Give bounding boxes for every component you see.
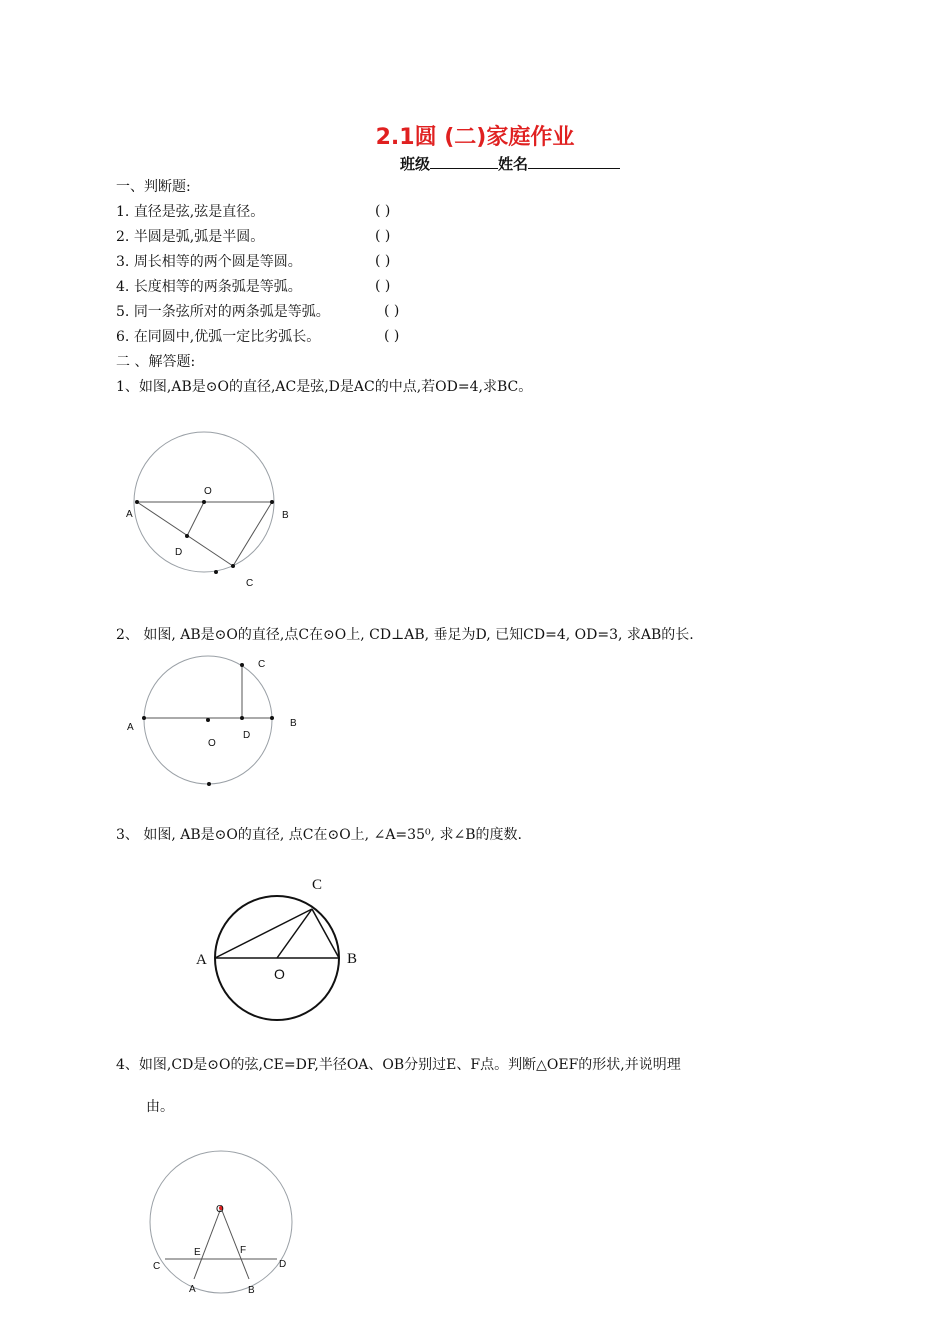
fig3-label-o: O (274, 966, 285, 982)
answer-paren-4: ( ) (375, 278, 391, 294)
fig1-point-b (270, 500, 274, 504)
class-label: 班级 (400, 155, 431, 173)
judge-item-3: 3. 周长相等的两个圆是等圆。 (116, 254, 302, 270)
judge-item-2: 2. 半圆是弧,弧是半圆。 (116, 229, 265, 245)
fig2-point-o (206, 718, 210, 722)
fig1-label-b: B (282, 510, 289, 521)
judge-item-6: 6. 在同圆中,优弧一定比劣弧长。 (116, 329, 321, 345)
fig4-radius-oa (194, 1208, 221, 1279)
fig2-point-a (142, 716, 146, 720)
fig4-circle (150, 1151, 292, 1293)
fig3-label-b: B (347, 951, 358, 967)
fig2-point-d (240, 716, 244, 720)
answer-paren-6: ( ) (384, 328, 400, 344)
fig1-point-bottom (214, 570, 218, 574)
fig4-label-a: A (189, 1284, 196, 1295)
fig2-label-c: C (258, 659, 266, 670)
figure-4 (150, 1151, 292, 1296)
fig1-label-c: C (246, 578, 254, 589)
fig1-label-o: O (204, 486, 212, 497)
answer-paren-2: ( ) (375, 228, 391, 244)
fig2-point-bottom (207, 782, 211, 786)
section2-heading: 二 、解答题: (116, 354, 196, 370)
figure-2 (127, 656, 297, 786)
problem-4-text: 4、如图,CD是⊙O的弦,CE=DF,半径OA、OB分别过E、F点。判断△OEF的形状,并说明理 (116, 1057, 681, 1073)
fig1-point-c (231, 564, 235, 568)
name-label: 姓名 (498, 155, 529, 173)
fig1-point-d (185, 534, 189, 538)
fig2-label-o: O (208, 738, 216, 749)
fig4-label-d: D (279, 1259, 287, 1270)
figure-1 (126, 432, 289, 589)
fig4-label-c: C (153, 1261, 161, 1272)
problem-3-text: 3、 如图, AB是⊙O的直径, 点C在⊙O上, ∠A=35⁰, 求∠B的度数. (116, 827, 522, 843)
problem-1-text: 1、如图,AB是⊙O的直径,AC是弦,D是AC的中点,若OD=4,求BC。 (116, 379, 533, 395)
fig3-label-a: A (196, 952, 207, 968)
answer-paren-1: ( ) (375, 203, 391, 219)
fig4-label-e: E (194, 1247, 201, 1258)
fig4-radius-ob (221, 1208, 249, 1279)
judge-item-1: 1. 直径是弦,弦是直径。 (116, 204, 265, 220)
fig4-label-o: O (216, 1204, 224, 1215)
fig2-point-b (270, 716, 274, 720)
judge-item-5: 5. 同一条弦所对的两条弧是等弧。 (116, 304, 330, 320)
fig4-label-f: F (240, 1245, 247, 1256)
page-title: 2.1圆 (二)家庭作业 (375, 125, 575, 150)
answer-paren-5: ( ) (384, 303, 400, 319)
fig2-label-a: A (127, 722, 134, 733)
fig2-point-c (240, 663, 244, 667)
fig2-label-b: B (290, 718, 297, 729)
fig4-label-b: B (248, 1285, 255, 1296)
fig3-label-c: C (312, 877, 323, 893)
fig1-chord-ac (137, 502, 233, 566)
fig1-point-a (135, 500, 139, 504)
problem-4-continuation: 由。 (146, 1099, 174, 1115)
fig3-chord-ac (215, 909, 312, 958)
fig1-point-o (202, 500, 206, 504)
section1-heading: 一、判断题: (116, 179, 191, 195)
fig1-segment-od (187, 502, 204, 536)
problem-2-text: 2、 如图, AB是⊙O的直径,点C在⊙O上, CD⊥AB, 垂足为D, 已知CD=4, OD=3, 求AB的长. (116, 627, 694, 643)
fig1-label-a: A (126, 509, 133, 520)
judge-item-4: 4. 长度相等的两条弧是等弧。 (116, 279, 302, 295)
fig1-label-d: D (175, 547, 183, 558)
figure-3 (196, 877, 357, 1020)
answer-paren-3: ( ) (375, 253, 391, 269)
fig2-label-d: D (243, 730, 251, 741)
fig3-radius-oc (277, 909, 312, 958)
